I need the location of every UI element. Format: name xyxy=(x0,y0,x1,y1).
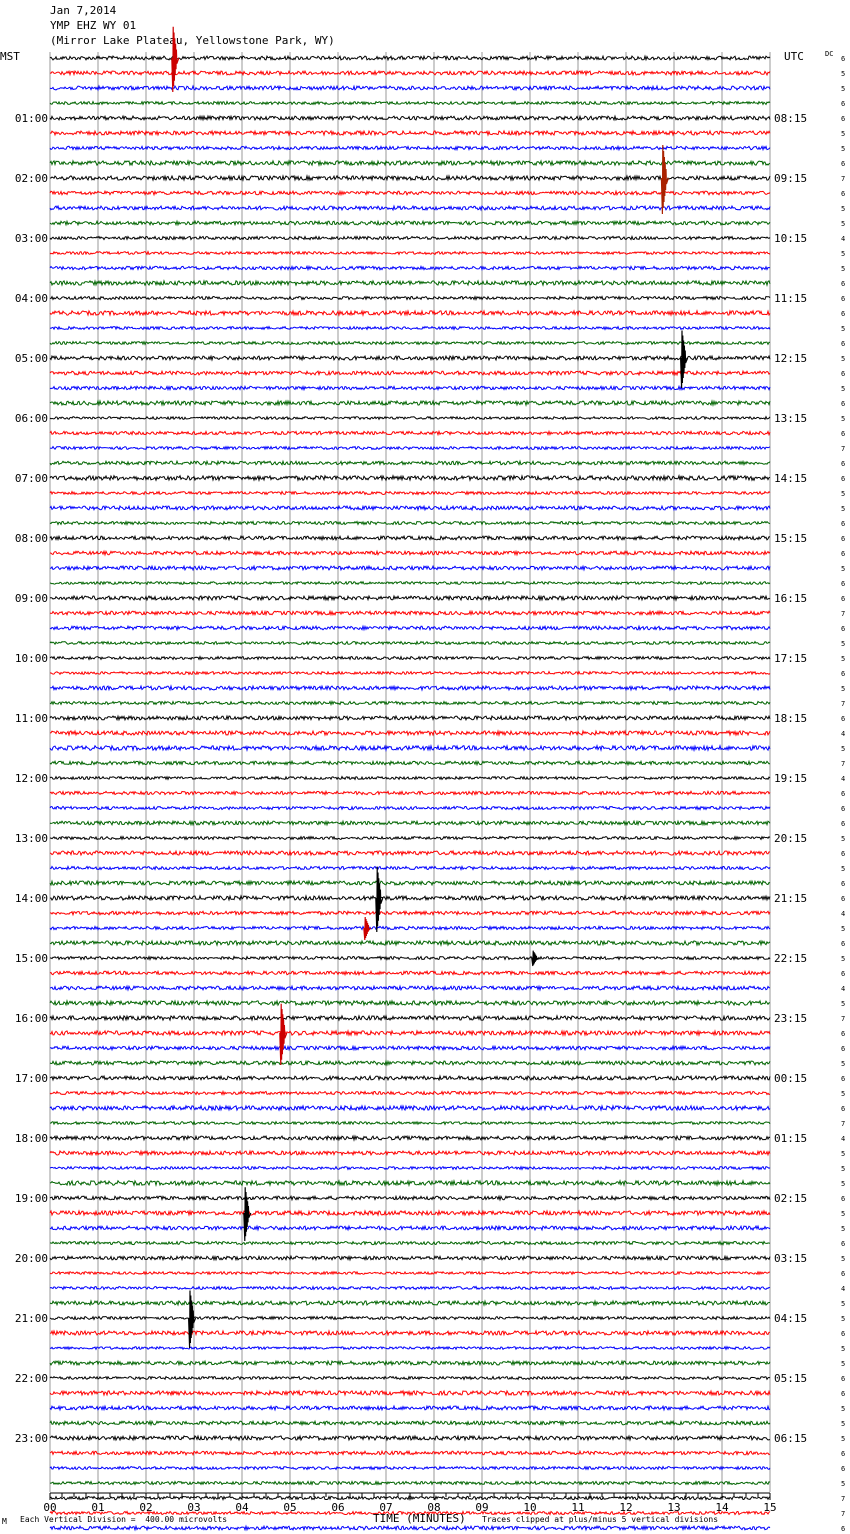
dc-offset-value: 6 xyxy=(841,310,846,318)
dc-offset-value: 6 xyxy=(841,1450,846,1458)
utc-hour-label: 04:15 xyxy=(774,1312,808,1325)
trace-row-69 xyxy=(50,1092,770,1095)
trace-row-82 xyxy=(50,1287,770,1290)
dc-offset-value: 6 xyxy=(841,160,846,168)
trace-row-29 xyxy=(50,492,770,495)
utc-hour-label: 03:15 xyxy=(774,1252,808,1265)
trace-row-13 xyxy=(50,252,770,255)
trace-row-75 xyxy=(50,1181,770,1185)
x-tick-label: 14 xyxy=(715,1501,729,1514)
trace-row-22 xyxy=(50,386,770,389)
seismic-event-3 xyxy=(376,867,383,932)
dc-label: DC xyxy=(825,50,834,58)
trace-row-36 xyxy=(50,596,770,600)
dc-offset-value: 6 xyxy=(841,880,846,888)
dc-offset-value: 4 xyxy=(841,1285,846,1293)
trace-row-24 xyxy=(50,417,770,420)
dc-offset-value: 6 xyxy=(841,295,846,303)
dc-offset-labels xyxy=(841,55,845,1534)
mst-hour-label: 04:00 xyxy=(14,292,48,305)
right-hour-labels xyxy=(774,112,807,1445)
mst-hour-label: 16:00 xyxy=(14,1012,48,1025)
dc-offset-value: 7 xyxy=(841,760,846,768)
dc-offset-value: 6 xyxy=(841,940,846,948)
dc-offset-value: 5 xyxy=(841,1315,846,1323)
utc-hour-label: 05:15 xyxy=(774,1372,808,1385)
trace-row-19 xyxy=(50,342,770,345)
trace-row-33 xyxy=(50,551,770,555)
trace-row-89 xyxy=(50,1391,770,1395)
trace-row-91 xyxy=(50,1421,770,1425)
dc-offset-value: 5 xyxy=(841,205,846,213)
dc-offset-value: 5 xyxy=(841,415,846,423)
trace-row-28 xyxy=(50,476,770,480)
dc-offset-value: 5 xyxy=(841,1180,846,1188)
dc-offset-value: 5 xyxy=(841,325,846,333)
trace-row-80 xyxy=(50,1256,770,1260)
dc-offset-value: 6 xyxy=(841,190,846,198)
dc-offset-value: 6 xyxy=(841,1075,846,1083)
dc-offset-value: 5 xyxy=(841,265,846,273)
trace-row-78 xyxy=(50,1226,770,1230)
dc-offset-value: 7 xyxy=(841,700,846,708)
trace-row-20 xyxy=(50,356,770,360)
dc-offset-value: 6 xyxy=(841,715,846,723)
trace-row-32 xyxy=(50,536,770,540)
dc-offset-value: 5 xyxy=(841,1090,846,1098)
utc-hour-label: 15:15 xyxy=(774,532,808,545)
trace-row-41 xyxy=(50,672,770,675)
trace-row-65 xyxy=(50,1031,770,1035)
dc-offset-value: 7 xyxy=(841,1510,846,1518)
seismic-event-0 xyxy=(172,27,179,92)
dc-offset-value: 6 xyxy=(841,625,846,633)
dc-offset-value: 6 xyxy=(841,820,846,828)
station-location: (Mirror Lake Plateau, Yellowstone Park, WY) xyxy=(50,34,335,47)
trace-row-90 xyxy=(50,1406,770,1410)
dc-offset-value: 6 xyxy=(841,460,846,468)
trace-row-17 xyxy=(50,311,770,315)
dc-offset-value: 5 xyxy=(841,565,846,573)
dc-offset-value: 4 xyxy=(841,985,846,993)
x-tick-label: 08 xyxy=(427,1501,441,1514)
dc-offset-value: 6 xyxy=(841,370,846,378)
trace-row-94 xyxy=(50,1467,770,1470)
dc-offset-value: 5 xyxy=(841,1150,846,1158)
utc-hour-label: 23:15 xyxy=(774,1012,808,1025)
trace-row-66 xyxy=(50,1046,770,1050)
dc-offset-value: 5 xyxy=(841,220,846,228)
utc-hour-label: 01:15 xyxy=(774,1132,808,1145)
trace-row-25 xyxy=(50,431,770,434)
x-tick-label: 13 xyxy=(667,1501,681,1514)
dc-offset-value: 5 xyxy=(841,250,846,258)
trace-row-46 xyxy=(50,746,770,750)
mst-hour-label: 05:00 xyxy=(14,352,48,365)
trace-row-51 xyxy=(50,821,770,825)
dc-offset-value: 6 xyxy=(841,475,846,483)
seismic-event-8 xyxy=(189,1291,196,1349)
mst-hour-label: 07:00 xyxy=(14,472,48,485)
station-code: YMP EHZ WY 01 xyxy=(50,19,137,32)
utc-hour-label: 19:15 xyxy=(774,772,808,785)
dc-offset-value: 6 xyxy=(841,340,846,348)
dc-offset-value: 6 xyxy=(841,670,846,678)
trace-row-74 xyxy=(50,1167,770,1170)
trace-row-35 xyxy=(50,582,770,585)
trace-row-59 xyxy=(50,941,770,945)
x-tick-label: 02 xyxy=(139,1501,153,1514)
trace-row-1 xyxy=(50,71,770,75)
dc-offset-value: 6 xyxy=(841,1465,846,1473)
mst-hour-label: 17:00 xyxy=(14,1072,48,1085)
mst-hour-label: 20:00 xyxy=(14,1252,48,1265)
trace-row-49 xyxy=(50,791,770,794)
utc-hour-label: 22:15 xyxy=(774,952,808,965)
mst-hour-label: 22:00 xyxy=(14,1372,48,1385)
dc-offset-value: 7 xyxy=(841,610,846,618)
mst-hour-label: 11:00 xyxy=(14,712,48,725)
trace-row-12 xyxy=(50,236,770,239)
seismic-event-4 xyxy=(364,917,371,940)
utc-hour-label: 11:15 xyxy=(774,292,808,305)
utc-hour-label: 20:15 xyxy=(774,832,808,845)
x-tick-label: 11 xyxy=(571,1501,585,1514)
trace-row-21 xyxy=(50,371,770,375)
dc-offset-value: 5 xyxy=(841,955,846,963)
trace-row-47 xyxy=(50,761,770,764)
trace-row-2 xyxy=(50,86,770,90)
trace-row-64 xyxy=(50,1016,770,1020)
utc-hour-label: 13:15 xyxy=(774,412,808,425)
trace-row-43 xyxy=(50,702,770,705)
dc-offset-value: 6 xyxy=(841,1195,846,1203)
left-hour-labels xyxy=(15,112,48,1445)
trace-row-40 xyxy=(50,657,770,660)
dc-offset-value: 6 xyxy=(841,535,846,543)
trace-row-55 xyxy=(50,881,770,885)
trace-row-61 xyxy=(50,971,770,974)
mst-hour-label: 06:00 xyxy=(14,412,48,425)
utc-hour-label: 02:15 xyxy=(774,1192,808,1205)
trace-row-53 xyxy=(50,851,770,855)
dc-offset-value: 6 xyxy=(841,1330,846,1338)
trace-row-26 xyxy=(50,447,770,450)
dc-offset-value: 5 xyxy=(841,835,846,843)
trace-row-67 xyxy=(50,1061,770,1065)
dc-offset-value: 6 xyxy=(841,550,846,558)
dc-offset-value: 5 xyxy=(841,1255,846,1263)
x-tick-label: 15 xyxy=(763,1501,777,1514)
mst-hour-label: 12:00 xyxy=(14,772,48,785)
dc-offset-value: 5 xyxy=(841,1165,846,1173)
trace-row-18 xyxy=(50,327,770,330)
dc-offset-value: 5 xyxy=(841,925,846,933)
seismic-event-2 xyxy=(681,331,688,389)
trace-row-86 xyxy=(50,1347,770,1350)
dc-offset-value: 5 xyxy=(841,685,846,693)
dc-offset-value: 6 xyxy=(841,430,846,438)
trace-row-45 xyxy=(50,731,770,735)
trace-row-63 xyxy=(50,1001,770,1005)
dc-offset-value: 7 xyxy=(841,445,846,453)
dc-offset-value: 6 xyxy=(841,1375,846,1383)
dc-offset-value: 6 xyxy=(841,55,846,63)
dc-offset-value: 6 xyxy=(841,850,846,858)
trace-row-76 xyxy=(50,1196,770,1200)
dc-offset-value: 6 xyxy=(841,1525,846,1533)
dc-offset-value: 5 xyxy=(841,865,846,873)
mst-hour-label: 19:00 xyxy=(14,1192,48,1205)
dc-offset-value: 6 xyxy=(841,1045,846,1053)
mst-hour-label: 10:00 xyxy=(14,652,48,665)
dc-offset-value: 5 xyxy=(841,1360,846,1368)
trace-row-48 xyxy=(50,777,770,780)
dc-offset-value: 7 xyxy=(841,1120,846,1128)
utc-hour-label: 08:15 xyxy=(774,112,808,125)
trace-row-38 xyxy=(50,626,770,630)
dc-offset-value: 5 xyxy=(841,1210,846,1218)
dc-offset-value: 4 xyxy=(841,1135,846,1143)
trace-row-62 xyxy=(50,986,770,990)
utc-hour-label: 21:15 xyxy=(774,892,808,905)
dc-offset-value: 6 xyxy=(841,790,846,798)
trace-row-93 xyxy=(50,1451,770,1455)
dc-offset-value: 4 xyxy=(841,730,846,738)
dc-offset-value: 5 xyxy=(841,1000,846,1008)
mst-hour-label: 18:00 xyxy=(14,1132,48,1145)
trace-row-54 xyxy=(50,867,770,870)
dc-offset-value: 6 xyxy=(841,895,846,903)
dc-offset-value: 6 xyxy=(841,580,846,588)
dc-offset-value: 5 xyxy=(841,1345,846,1353)
dc-offset-value: 5 xyxy=(841,85,846,93)
dc-offset-value: 5 xyxy=(841,1405,846,1413)
trace-row-57 xyxy=(50,911,770,915)
mst-hour-label: 13:00 xyxy=(14,832,48,845)
dc-offset-value: 6 xyxy=(841,115,846,123)
dc-offset-value: 5 xyxy=(841,490,846,498)
trace-row-39 xyxy=(50,642,770,645)
dc-offset-value: 5 xyxy=(841,70,846,78)
trace-row-44 xyxy=(50,716,770,720)
x-tick-label: 06 xyxy=(331,1501,345,1514)
mst-hour-label: 01:00 xyxy=(14,112,48,125)
trace-row-77 xyxy=(50,1211,770,1215)
trace-row-60 xyxy=(50,957,770,960)
trace-row-87 xyxy=(50,1361,770,1365)
trace-row-3 xyxy=(50,102,770,105)
trace-row-16 xyxy=(50,297,770,300)
seismic-event-1 xyxy=(661,145,668,214)
dc-offset-value: 6 xyxy=(841,100,846,108)
trace-row-85 xyxy=(50,1331,770,1335)
trace-row-83 xyxy=(50,1301,770,1305)
trace-row-0 xyxy=(50,56,770,60)
seismic-event-6 xyxy=(280,1004,287,1065)
dc-offset-value: 5 xyxy=(841,1225,846,1233)
dc-offset-value: 4 xyxy=(841,775,846,783)
x-tick-label: 05 xyxy=(283,1501,297,1514)
dc-offset-value: 5 xyxy=(841,640,846,648)
trace-row-71 xyxy=(50,1122,770,1125)
x-tick-label: 01 xyxy=(91,1501,105,1514)
x-tick-label: 10 xyxy=(523,1501,537,1514)
mst-hour-label: 23:00 xyxy=(14,1432,48,1445)
trace-row-5 xyxy=(50,131,770,135)
dc-offset-value: 5 xyxy=(841,145,846,153)
plot-date: Jan 7,2014 xyxy=(50,4,117,17)
trace-row-37 xyxy=(50,611,770,615)
dc-offset-value: 5 xyxy=(841,1435,846,1443)
mst-hour-label: 21:00 xyxy=(14,1312,48,1325)
x-tick-label: 03 xyxy=(187,1501,201,1514)
trace-row-98 xyxy=(50,1526,770,1530)
trace-row-72 xyxy=(50,1136,770,1140)
dc-offset-value: 7 xyxy=(841,1015,846,1023)
trace-row-70 xyxy=(50,1106,770,1110)
x-tick-label: 04 xyxy=(235,1501,249,1514)
trace-row-73 xyxy=(50,1151,770,1155)
trace-row-95 xyxy=(50,1482,770,1485)
dc-offset-value: 6 xyxy=(841,970,846,978)
trace-row-4 xyxy=(50,116,770,120)
dc-offset-value: 5 xyxy=(841,1060,846,1068)
seismic-event-5 xyxy=(532,951,539,966)
trace-row-81 xyxy=(50,1272,770,1275)
seismic-event-7 xyxy=(244,1187,251,1241)
trace-row-11 xyxy=(50,221,770,225)
dc-offset-value: 5 xyxy=(841,385,846,393)
trace-row-92 xyxy=(50,1436,770,1440)
right-timezone-label: UTC xyxy=(784,50,804,63)
dc-offset-value: 5 xyxy=(841,1300,846,1308)
utc-hour-label: 10:15 xyxy=(774,232,808,245)
dc-offset-value: 4 xyxy=(841,910,846,918)
dc-offset-value: 7 xyxy=(841,175,846,183)
dc-offset-value: 4 xyxy=(841,235,846,243)
utc-hour-label: 16:15 xyxy=(774,592,808,605)
dc-offset-value: 6 xyxy=(841,1390,846,1398)
dc-offset-value: 6 xyxy=(841,520,846,528)
dc-offset-value: 6 xyxy=(841,1030,846,1038)
trace-row-30 xyxy=(50,506,770,510)
trace-row-14 xyxy=(50,266,770,269)
utc-hour-label: 18:15 xyxy=(774,712,808,725)
dc-offset-value: 6 xyxy=(841,595,846,603)
trace-row-68 xyxy=(50,1076,770,1080)
trace-row-52 xyxy=(50,837,770,840)
trace-row-34 xyxy=(50,566,770,570)
scale-note: Each Vertical Division = 400.00 microvolts xyxy=(20,1515,228,1524)
dc-offset-value: 6 xyxy=(841,1105,846,1113)
trace-row-15 xyxy=(50,281,770,285)
dc-offset-value: 6 xyxy=(841,1270,846,1278)
trace-row-31 xyxy=(50,522,770,525)
trace-row-56 xyxy=(50,896,770,900)
dc-offset-value: 5 xyxy=(841,355,846,363)
dc-offset-value: 5 xyxy=(841,505,846,513)
dc-offset-value: 5 xyxy=(841,655,846,663)
utc-hour-label: 09:15 xyxy=(774,172,808,185)
mst-hour-label: 03:00 xyxy=(14,232,48,245)
dc-offset-value: 5 xyxy=(841,1420,846,1428)
utc-hour-label: 06:15 xyxy=(774,1432,808,1445)
trace-row-6 xyxy=(50,146,770,149)
dc-offset-value: 6 xyxy=(841,1240,846,1248)
trace-row-88 xyxy=(50,1377,770,1380)
mst-hour-label: 02:00 xyxy=(14,172,48,185)
clip-note: Traces clipped at plus/minus 5 vertical divisions xyxy=(482,1515,719,1524)
dc-offset-value: 5 xyxy=(841,130,846,138)
x-tick-label: 00 xyxy=(43,1501,57,1514)
dc-offset-value: 6 xyxy=(841,280,846,288)
trace-row-84 xyxy=(50,1317,770,1320)
corner-mark: M xyxy=(2,1517,7,1526)
mst-hour-label: 09:00 xyxy=(14,592,48,605)
utc-hour-label: 14:15 xyxy=(774,472,808,485)
trace-row-79 xyxy=(50,1241,770,1244)
trace-row-27 xyxy=(50,461,770,465)
x-axis-title: TIME (MINUTES) xyxy=(373,1512,466,1525)
trace-row-23 xyxy=(50,401,770,405)
x-tick-label: 09 xyxy=(475,1501,489,1514)
seismic-traces xyxy=(50,56,770,1534)
utc-hour-label: 17:15 xyxy=(774,652,808,665)
mst-hour-label: 14:00 xyxy=(14,892,48,905)
trace-row-58 xyxy=(50,926,770,929)
utc-hour-label: 00:15 xyxy=(774,1072,808,1085)
dc-offset-value: 6 xyxy=(841,805,846,813)
x-tick-label: 12 xyxy=(619,1501,633,1514)
x-tick-label: 07 xyxy=(379,1501,393,1514)
dc-offset-value: 5 xyxy=(841,1480,846,1488)
dc-offset-value: 6 xyxy=(841,400,846,408)
left-timezone-label: MST xyxy=(0,50,20,63)
utc-hour-label: 12:15 xyxy=(774,352,808,365)
trace-row-50 xyxy=(50,806,770,809)
trace-row-7 xyxy=(50,161,770,165)
mst-hour-label: 08:00 xyxy=(14,532,48,545)
trace-row-42 xyxy=(50,686,770,690)
dc-offset-value: 5 xyxy=(841,745,846,753)
dc-offset-value: 7 xyxy=(841,1495,846,1503)
mst-hour-label: 15:00 xyxy=(14,952,48,965)
